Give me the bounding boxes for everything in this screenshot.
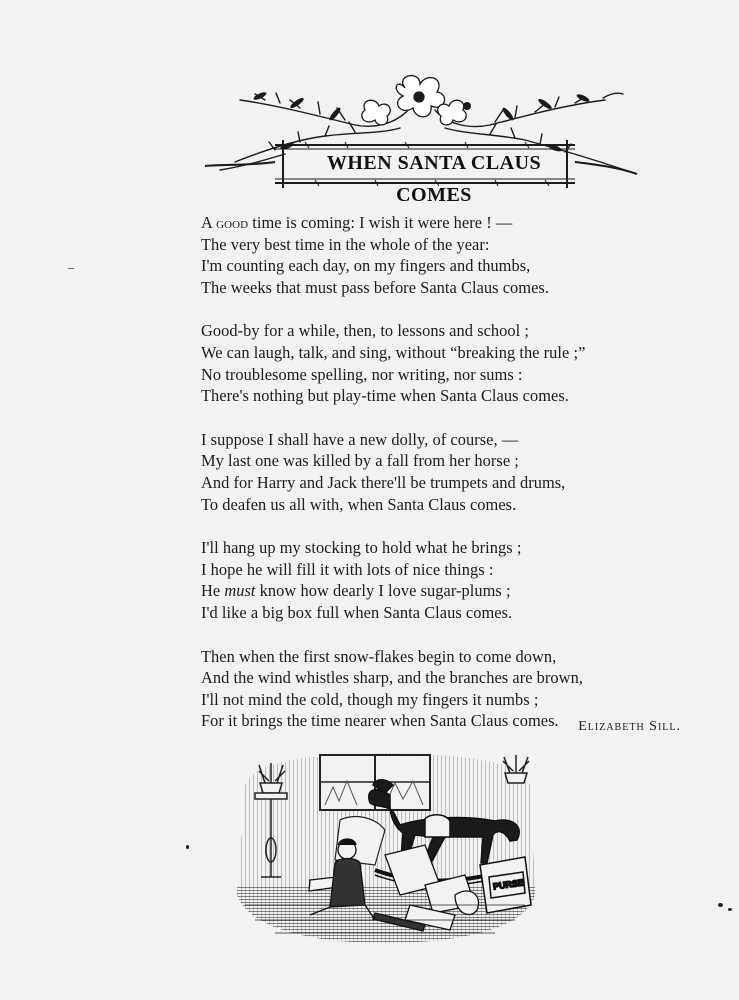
poem-line: Good-by for a while, then, to lessons and school ; [201, 321, 529, 341]
stanza [201, 320, 681, 406]
stanza [201, 537, 681, 623]
stanza [201, 429, 681, 515]
title-ornament [205, 70, 640, 206]
poem-line: A good time is coming: I wish it were here ! — [201, 213, 513, 232]
poem-line: There's nothing but play-time when Santa Claus comes. [201, 386, 569, 406]
poem-line: The weeks that must pass before Santa Claus comes. [201, 277, 549, 297]
poem-line: I suppose I shall have a new dolly, of course, — [201, 429, 519, 449]
poem-line: And the wind whistles sharp, and the branches are brown, [201, 668, 583, 688]
ink-speck [68, 268, 74, 269]
poem-line: I'll not mind the cold, though my fingers it numbs ; [201, 689, 539, 709]
ink-speck [728, 908, 732, 911]
ink-speck [186, 845, 189, 849]
poem-line: For it brings the time nearer when Santa Claus comes. [201, 711, 559, 731]
stanza [201, 212, 681, 298]
poem [201, 212, 681, 754]
ink-speck [718, 903, 723, 907]
poem-line: The very best time in the whole of the year: [201, 234, 490, 254]
poem-line: I hope he will fill it with lots of nice things : [201, 559, 494, 579]
poem-title: WHEN SANTA CLAUS COMES [326, 152, 542, 206]
toys-illustration [225, 745, 545, 945]
poem-line: I'll hang up my stocking to hold what he brings ; [201, 538, 522, 558]
poem-line: To deafen us all with, when Santa Claus comes. [201, 494, 517, 514]
poem-line: Then when the first snow-flakes begin to come down, [201, 646, 557, 666]
rocking-horse-icon [225, 745, 545, 945]
poem-line: And for Harry and Jack there'll be trumpets and drums, [201, 472, 566, 492]
poem-line: I'd like a big box full when Santa Claus comes. [201, 602, 513, 622]
poem-line: He must know how dearly I love sugar-plums ; [201, 581, 511, 601]
author-signature: Elizabeth Sill. [578, 719, 681, 734]
poem-line: No troublesome spelling, nor writing, nor sums : [201, 364, 523, 384]
box-label: PURSE [492, 877, 525, 892]
poem-line: My last one was killed by a fall from her horse ; [201, 451, 519, 471]
poem-line: I'm counting each day, on my fingers and thumbs, [201, 256, 531, 276]
poem-line: We can laugh, talk, and sing, without “breaking the rule ;” [201, 342, 586, 362]
